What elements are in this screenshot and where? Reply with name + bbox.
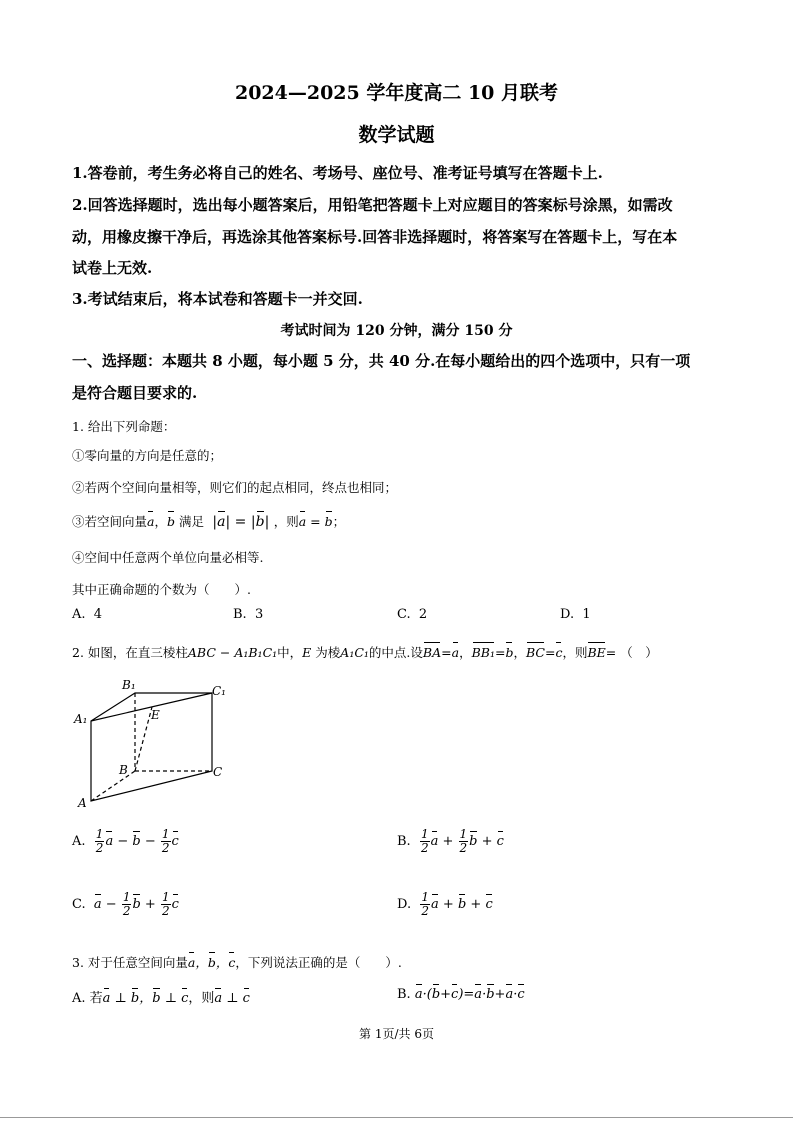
q1-s3-text-b: 满足 [178, 514, 204, 529]
q2-option-a[interactable]: A. $\frac{1}{2}$ a − b − $\frac{1}{2}$ c [72, 827, 179, 855]
q1-condition-abs: |a| = |b| [207, 514, 274, 530]
exam-subtitle: 数学试题 [358, 124, 435, 146]
q2-option-a-expr: $\frac{1}{2}$ a − b − $\frac{1}{2}$ c [95, 827, 179, 855]
q3-option-a-cond: a ⊥ b，b ⊥ c [102, 991, 189, 1006]
q2-option-c-expr: a − $\frac{1}{2}$ b + $\frac{1}{2}$ c [93, 890, 179, 918]
q3-stem: 3. 对于任意空间向量a，b，c，下列说法正确的是（ ）. [72, 955, 402, 970]
label-c1: C₁ [212, 684, 226, 698]
q2-option-b-expr: $\frac{1}{2}$ a + $\frac{1}{2}$ b + c [420, 827, 504, 855]
q2-edge: A₁C₁ [340, 645, 369, 660]
q3-option-b-expr: a·(b+c)=a·b+a·c [414, 987, 525, 1002]
q1-s3-text-d: ； [332, 514, 346, 529]
instruction-2: 2.回答选择题时，选出每小题答案后，用铅笔把答题卡上对应题目的答案标号涂黑，如需改 [72, 196, 673, 214]
edge-a-b [91, 771, 135, 801]
q2-option-d-expr: $\frac{1}{2}$ a + b + c [421, 890, 493, 918]
q1-statement-2: ②若两个空间向量相等，则它们的起点相同，终点也相同； [72, 480, 398, 495]
q1-statement-4: ④空间中任意两个单位向量必相等. [72, 550, 264, 565]
q1-option-a[interactable]: A. 4 [72, 607, 103, 622]
label-a1: A₁ [74, 712, 88, 726]
vector-b: b [166, 514, 175, 529]
q1-s3-text-a: ③若空间向量 [72, 514, 148, 529]
q2-point-e: E [302, 645, 312, 660]
q2-option-b[interactable]: B. $\frac{1}{2}$ a + $\frac{1}{2}$ b + c [397, 827, 504, 855]
label-b1: B₁ [122, 678, 136, 692]
q1-ask: 其中正确命题的个数为（ ）. [72, 582, 251, 597]
q2-stem: 2. 如图，在直三棱柱ABC − A₁B₁C₁中，E 为棱A₁C₁的中点.设BA=a，BB₁=b，BC=c，则BE= （ ） [72, 645, 658, 660]
label-c: C [213, 765, 223, 779]
q3-option-a[interactable]: A. 若a ⊥ b，b ⊥ c，则a ⊥ c [72, 991, 250, 1006]
q1-option-b[interactable]: B. 3 [233, 607, 264, 622]
q2-option-d[interactable]: D. $\frac{1}{2}$ a + b + c [397, 890, 493, 918]
section-one-heading: 一、选择题：本题共 8 小题，每小题 5 分，共 40 分.在每小题给出的四个选项中，只有一项 [72, 352, 691, 370]
q1-option-d[interactable]: D. 1 [560, 607, 591, 622]
instruction-2-cont: 动，用橡皮擦干净后，再选涂其他答案标号.回答非选择题时，将答案写在答题卡上，写在本 [72, 228, 678, 246]
prism-figure [72, 675, 242, 815]
q3-option-b[interactable]: B. a·(b+c)=a·b+a·c [397, 987, 525, 1002]
page-footer: 第 1页/共 6页 [359, 1027, 434, 1041]
q2-def-ba: BA=a [422, 645, 460, 660]
q1-conclusion: a = b [298, 514, 333, 529]
vector-a: a [147, 514, 155, 529]
q2-def-bb1: BB₁=b [471, 645, 514, 660]
section-one-heading-cont: 是符合题目要求的. [72, 384, 198, 402]
q1-statement-1: ①零向量的方向是任意的； [72, 448, 223, 463]
segment-b-e [135, 707, 152, 771]
label-e: E [151, 708, 160, 722]
q1-option-c[interactable]: C. 2 [397, 607, 428, 622]
label-a: A [78, 796, 87, 810]
q2-prism: ABC − A₁B₁C₁ [187, 645, 278, 660]
exam-title: 2024—2025 学年度高二 10 月联考 [234, 82, 559, 104]
q2-option-c[interactable]: C. a − $\frac{1}{2}$ b + $\frac{1}{2}$ c [72, 890, 179, 918]
instruction-1: 1.答卷前，考生务必将自己的姓名、考场号、座位号、准考证号填写在答题卡上. [72, 164, 603, 182]
q2-def-bc: BC=c [525, 645, 563, 660]
q3-option-a-concl: a ⊥ c [214, 991, 250, 1006]
instruction-3: 3.考试结束后，将本试卷和答题卡一并交回. [72, 290, 363, 308]
q1-s3-text-c: ，则 [273, 514, 299, 529]
q1-stem: 1. 给出下列命题： [72, 419, 176, 434]
instruction-2-end: 试卷上无效. [72, 259, 153, 277]
bottom-divider [0, 1117, 793, 1118]
label-b: B [119, 763, 128, 777]
exam-time: 考试时间为 120 分钟，满分 150 分 [280, 323, 513, 339]
q3-vectors: a，b，c [187, 955, 236, 970]
q1-statement-3: ③若空间向量a，b 满足 |a| = |b| ，则a = b； [72, 514, 346, 530]
q2-target-be: BE= [587, 645, 617, 660]
